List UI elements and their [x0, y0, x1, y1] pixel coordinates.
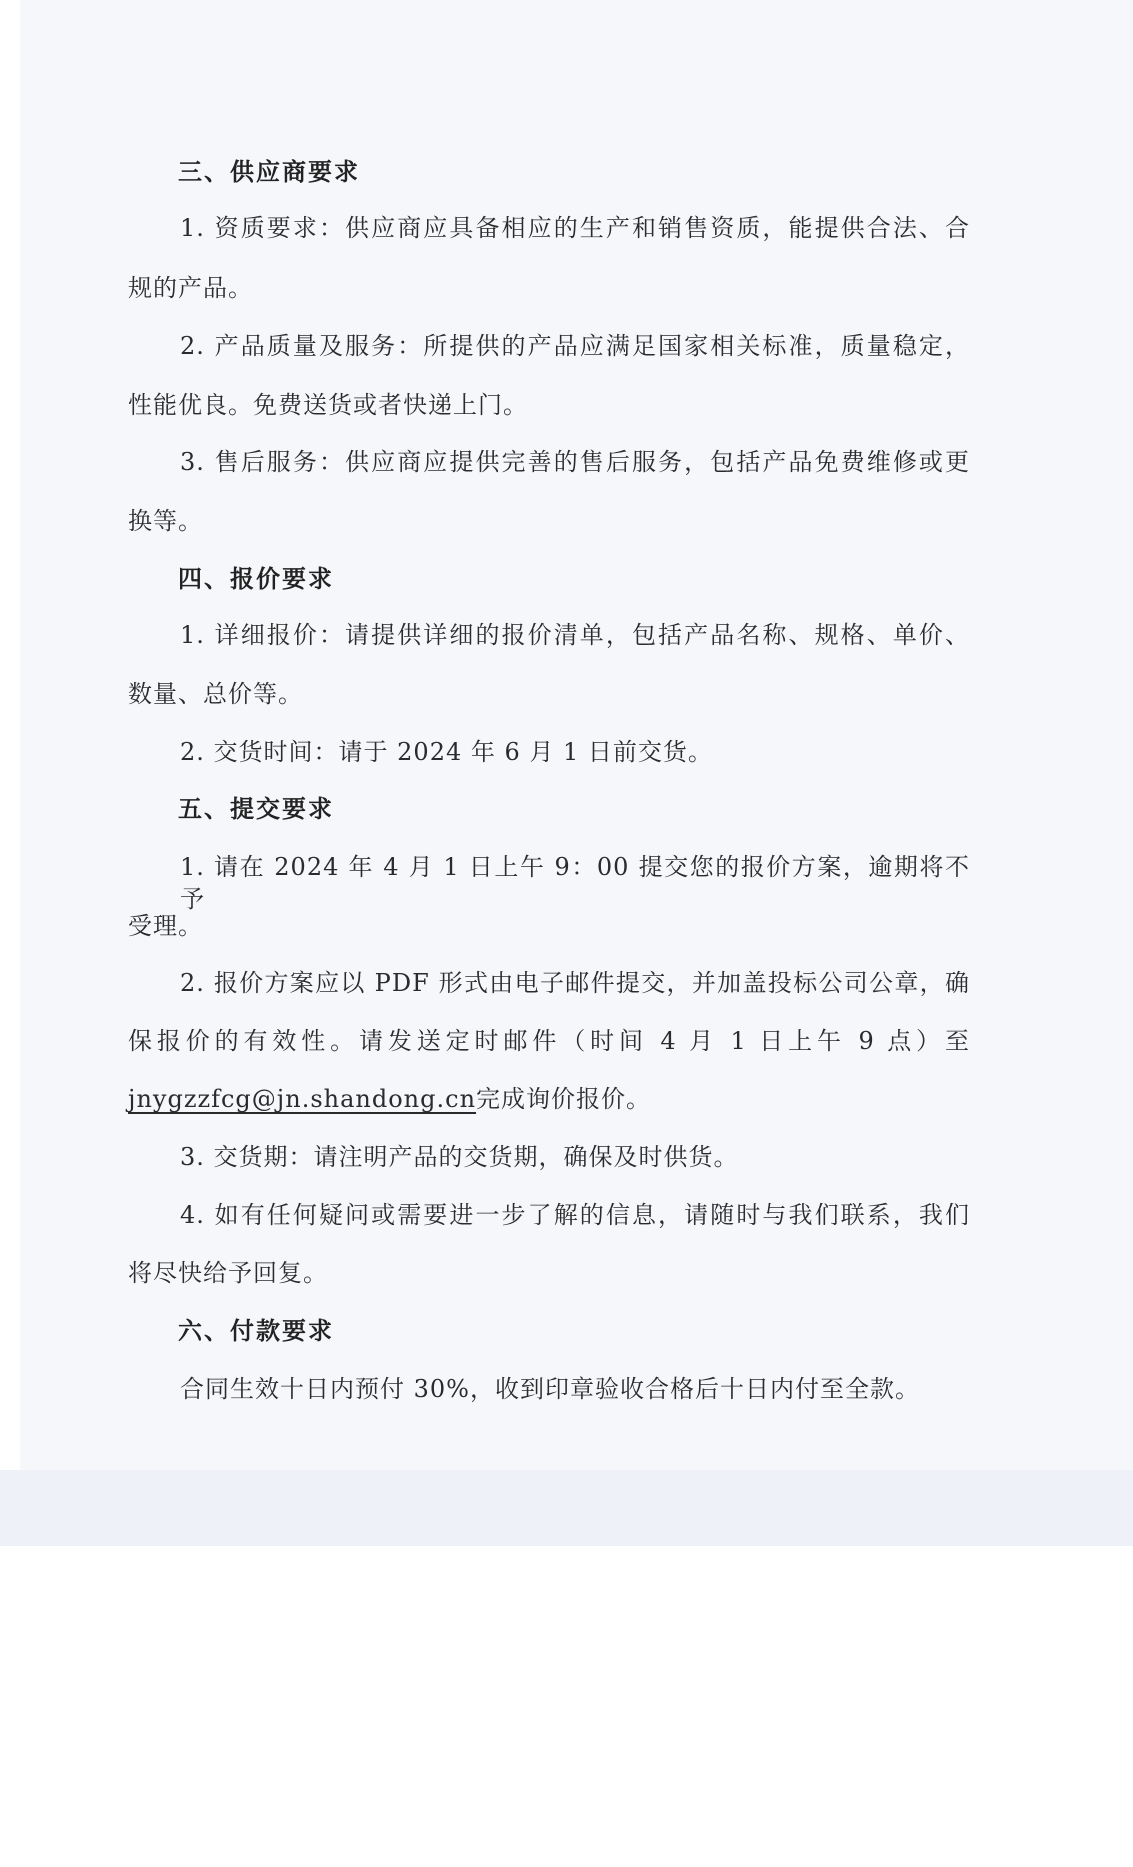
payment-line-1: 合同生效十日内预付 30%，收到印章验收合格后十日内付至全款。	[180, 1375, 920, 1403]
submission-item-1-line-2: 受理。	[128, 912, 203, 940]
quote-item-1-line-1: 1. 详细报价：请提供详细的报价清单，包括产品名称、规格、单价、	[180, 621, 970, 649]
supplier-item-2-line-2: 性能优良。免费送货或者快递上门。	[128, 391, 528, 419]
quote-item-1-line-2: 数量、总价等。	[128, 680, 303, 708]
submission-item-4-line-1: 4. 如有任何疑问或需要进一步了解的信息，请随时与我们联系，我们	[180, 1201, 970, 1229]
section-heading-submission: 五、提交要求	[178, 795, 334, 823]
section-heading-payment: 六、付款要求	[178, 1317, 334, 1345]
section-heading-quote: 四、报价要求	[178, 565, 334, 593]
supplier-item-1-line-1: 1. 资质要求：供应商应具备相应的生产和销售资质，能提供合法、合	[180, 214, 970, 242]
submission-item-1-line-1: 1. 请在 2024 年 4 月 1 日上午 9：00 提交您的报价方案，逾期将不予	[180, 853, 970, 913]
supplier-item-2-line-1: 2. 产品质量及服务：所提供的产品应满足国家相关标准，质量稳定，	[180, 332, 970, 360]
scan-edge	[0, 0, 20, 1546]
submission-item-2-line-3-rest: 完成询价报价。	[476, 1085, 652, 1113]
scan-bottom-shadow	[0, 1470, 1133, 1546]
contact-email-link[interactable]: jnygzzfcg@jn.shandong.cn	[128, 1085, 477, 1113]
supplier-item-1-line-2: 规的产品。	[128, 274, 253, 302]
submission-item-2-line-2: 保报价的有效性。请发送定时邮件（时间 4 月 1 日上午 9 点）至	[128, 1027, 970, 1055]
submission-item-2-line-1: 2. 报价方案应以 PDF 形式由电子邮件提交，并加盖投标公司公章，确	[180, 969, 970, 997]
supplier-item-3-line-2: 换等。	[128, 507, 203, 535]
quote-item-2-line-1: 2. 交货时间：请于 2024 年 6 月 1 日前交货。	[180, 738, 713, 766]
supplier-item-3-line-1: 3. 售后服务：供应商应提供完善的售后服务，包括产品免费维修或更	[180, 448, 970, 476]
submission-item-2-line-3	[128, 1083, 651, 1115]
section-heading-supplier: 三、供应商要求	[178, 158, 360, 186]
submission-item-3-line-1: 3. 交货期：请注明产品的交货期，确保及时供货。	[180, 1143, 739, 1171]
submission-item-4-line-2: 将尽快给予回复。	[128, 1259, 328, 1287]
